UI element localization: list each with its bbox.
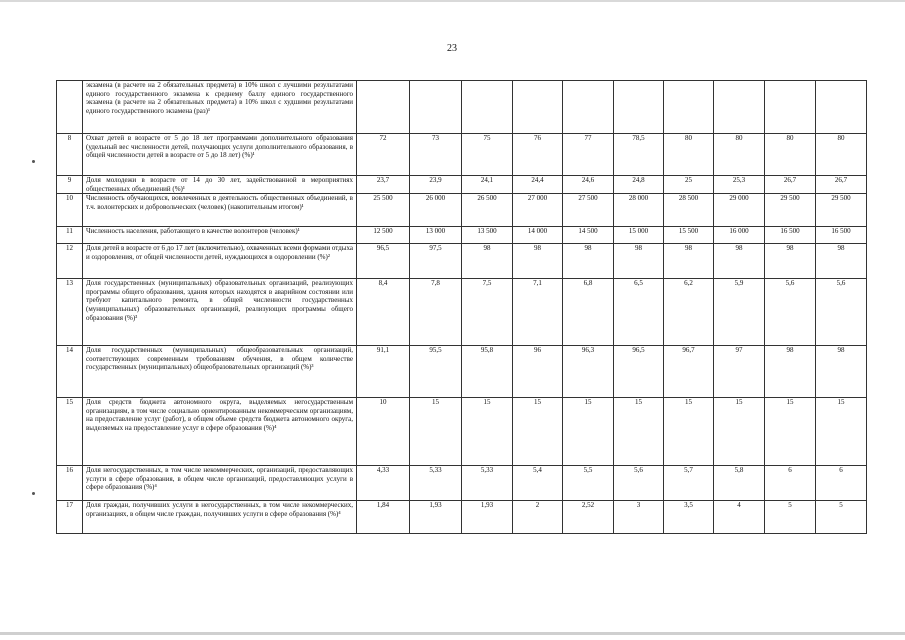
indicator-value: 5,6	[614, 466, 664, 501]
indicator-value: 6,2	[664, 279, 714, 346]
indicator-value: 2	[513, 501, 563, 534]
row-number: 16	[57, 466, 83, 501]
indicator-value	[410, 81, 462, 134]
indicator-value: 15 000	[614, 227, 664, 244]
indicator-value: 15	[816, 398, 867, 466]
indicator-value: 5,7	[664, 466, 714, 501]
indicator-value: 80	[714, 134, 765, 176]
indicator-value: 73	[410, 134, 462, 176]
indicator-value: 26,7	[816, 176, 867, 194]
scan-speck	[32, 160, 35, 163]
indicator-value: 98	[513, 244, 563, 279]
indicator-description: Численность населения, работающего в качестве волонтеров (человек)¹	[83, 227, 357, 244]
indicator-value: 15	[765, 398, 816, 466]
row-number: 14	[57, 346, 83, 398]
indicator-value: 15	[462, 398, 513, 466]
indicator-value: 13 500	[462, 227, 513, 244]
row-number: 13	[57, 279, 83, 346]
indicator-description: Доля детей в возрасте от 6 до 17 лет (включительно), охваченных всеми формами отдыха и оздоровления, от общей численности детей, нуждающихся в оздоровлении (%)²	[83, 244, 357, 279]
indicator-value: 28 500	[664, 194, 714, 227]
table-row	[57, 134, 867, 176]
table-row	[57, 501, 867, 534]
indicator-value: 5,33	[462, 466, 513, 501]
indicator-value: 29 000	[714, 194, 765, 227]
indicator-value: 77	[563, 134, 614, 176]
indicator-value	[563, 81, 614, 134]
indicator-value: 28 000	[614, 194, 664, 227]
indicator-value: 23,9	[410, 176, 462, 194]
indicator-value: 4	[714, 501, 765, 534]
indicator-value: 98	[664, 244, 714, 279]
indicator-value	[664, 81, 714, 134]
indicator-value: 97	[714, 346, 765, 398]
indicator-value: 5,8	[714, 466, 765, 501]
indicator-value	[462, 81, 513, 134]
indicator-description: Доля молодежи в возрасте от 14 до 30 лет, задействованной в мероприятиях общественных объединений (%)¹	[83, 176, 357, 194]
indicator-value: 5,4	[513, 466, 563, 501]
indicator-value: 98	[563, 244, 614, 279]
indicator-value: 15	[513, 398, 563, 466]
indicator-value: 15	[714, 398, 765, 466]
indicator-value: 95,5	[410, 346, 462, 398]
indicator-value: 26 500	[462, 194, 513, 227]
indicator-value: 7,1	[513, 279, 563, 346]
indicator-description: экзамена (в расчете на 2 обязательных предмета) в 10% школ с лучшими результатами единого государственного экзамена к среднему баллу единого государственного экзамена (в расчете на 2 обязательных предмета) в 10% школ с худшими результатами единого государственного экзамена (раз)¹	[83, 81, 357, 134]
indicator-value: 4,33	[357, 466, 410, 501]
indicator-value: 15	[664, 398, 714, 466]
indicator-value: 80	[816, 134, 867, 176]
indicator-value: 27 000	[513, 194, 563, 227]
indicator-value: 15	[563, 398, 614, 466]
indicator-value: 27 500	[563, 194, 614, 227]
table-row	[57, 346, 867, 398]
indicator-value: 13 000	[410, 227, 462, 244]
scan-top-edge	[0, 0, 905, 2]
indicator-value: 76	[513, 134, 563, 176]
indicator-value: 24,4	[513, 176, 563, 194]
table-row	[57, 398, 867, 466]
indicator-value: 1,84	[357, 501, 410, 534]
indicator-value: 98	[462, 244, 513, 279]
indicator-value: 78,5	[614, 134, 664, 176]
indicator-value: 12 500	[357, 227, 410, 244]
row-number: 11	[57, 227, 83, 244]
table-body	[57, 81, 867, 534]
indicator-value: 97,5	[410, 244, 462, 279]
indicator-value: 24,8	[614, 176, 664, 194]
indicator-value: 14 000	[513, 227, 563, 244]
table-row	[57, 279, 867, 346]
indicator-value: 26 000	[410, 194, 462, 227]
indicator-value	[765, 81, 816, 134]
indicator-description: Доля средств бюджета автономного округа, выделяемых негосударственным организациям, в том числе социально ориентированным некоммерческим организациям, на предоставление услуг (работ), в общем объеме средств бюджета автономного округа, выделяемых на предоставление услуг в сфере образования (%)⁴	[83, 398, 357, 466]
indicator-value: 5,6	[816, 279, 867, 346]
indicator-value: 15	[410, 398, 462, 466]
indicator-value: 15 500	[664, 227, 714, 244]
indicator-value: 26,7	[765, 176, 816, 194]
indicator-value: 80	[765, 134, 816, 176]
table-row	[57, 81, 867, 134]
indicator-value: 25 500	[357, 194, 410, 227]
indicator-value: 96,5	[614, 346, 664, 398]
table-row	[57, 194, 867, 227]
indicator-value: 5,6	[765, 279, 816, 346]
indicator-value: 16 500	[816, 227, 867, 244]
indicator-value: 5,33	[410, 466, 462, 501]
indicator-value: 6,8	[563, 279, 614, 346]
indicator-value: 7,8	[410, 279, 462, 346]
scan-bottom-edge	[0, 632, 905, 635]
table-row	[57, 466, 867, 501]
indicator-value: 5,9	[714, 279, 765, 346]
indicator-value	[357, 81, 410, 134]
indicator-value: 3	[614, 501, 664, 534]
indicator-value: 24,1	[462, 176, 513, 194]
indicator-value: 3,5	[664, 501, 714, 534]
indicator-description: Охват детей в возрасте от 5 до 18 лет программами дополнительного образования (удельный вес численности детей, получающих услуги дополнительного образования, в общей численности детей в возрасте от 5 до 18 лет) (%)¹	[83, 134, 357, 176]
indicator-value: 80	[664, 134, 714, 176]
indicator-value: 98	[765, 346, 816, 398]
row-number: 15	[57, 398, 83, 466]
indicator-value	[714, 81, 765, 134]
indicator-value: 98	[816, 244, 867, 279]
indicator-value: 2,52	[563, 501, 614, 534]
indicator-value: 91,1	[357, 346, 410, 398]
indicator-value: 98	[614, 244, 664, 279]
row-number: 17	[57, 501, 83, 534]
indicator-description: Доля негосударственных, в том числе некоммерческих, организаций, предоставляющих услуги в сфере образования, в общем числе организаций, предоставляющих услуги в сфере образования (%)⁴	[83, 466, 357, 501]
indicator-value: 23,7	[357, 176, 410, 194]
indicator-description: Доля государственных (муниципальных) общеобразовательных организаций, соответствующих современным требованиям обучения, в общем количестве государственных (муниципальных) общеобразовательных организаций (%)³	[83, 346, 357, 398]
table-row	[57, 176, 867, 194]
indicator-value: 5	[765, 501, 816, 534]
indicator-value: 7,5	[462, 279, 513, 346]
indicator-value	[614, 81, 664, 134]
indicator-value: 6	[765, 466, 816, 501]
indicator-value: 96,5	[357, 244, 410, 279]
indicator-value: 6	[816, 466, 867, 501]
table-row	[57, 244, 867, 279]
indicator-value: 25,3	[714, 176, 765, 194]
indicator-value: 98	[714, 244, 765, 279]
indicator-value: 72	[357, 134, 410, 176]
indicator-value: 6,5	[614, 279, 664, 346]
indicator-value: 75	[462, 134, 513, 176]
indicator-value: 98	[765, 244, 816, 279]
scan-speck	[32, 492, 35, 495]
row-number: 9	[57, 176, 83, 194]
indicator-value: 96	[513, 346, 563, 398]
indicator-description: Доля государственных (муниципальных) образовательных организаций, реализующих программы общего образования, здания которых находятся в аварийном состоянии или требуют капитального ремонта, в общей численности государственных (муниципальных) образовательных организаций, реализующих программы общего образования (%)³	[83, 279, 357, 346]
indicator-value: 5	[816, 501, 867, 534]
indicator-value: 24,6	[563, 176, 614, 194]
indicator-value: 29 500	[816, 194, 867, 227]
indicators-table	[56, 80, 867, 534]
page-number: 23	[447, 43, 457, 54]
indicator-value: 1,93	[462, 501, 513, 534]
row-number	[57, 81, 83, 134]
table-row	[57, 227, 867, 244]
indicator-description: Численность обучающихся, вовлеченных в деятельность общественных объединений, в т.ч. волонтерских и добровольческих (человек) (накопительным итогом)¹	[83, 194, 357, 227]
indicator-value: 29 500	[765, 194, 816, 227]
indicator-value: 96,3	[563, 346, 614, 398]
indicator-value: 1,93	[410, 501, 462, 534]
indicator-value: 5,5	[563, 466, 614, 501]
indicator-value: 15	[614, 398, 664, 466]
indicator-value: 25	[664, 176, 714, 194]
row-number: 12	[57, 244, 83, 279]
indicator-description: Доля граждан, получивших услуги в негосударственных, в том числе некоммерческих, организациях, в общем числе граждан, получивших услуги в сфере образования (%)⁴	[83, 501, 357, 534]
indicator-value: 16 000	[714, 227, 765, 244]
indicator-value: 14 500	[563, 227, 614, 244]
indicator-value: 8,4	[357, 279, 410, 346]
row-number: 8	[57, 134, 83, 176]
indicator-value: 96,7	[664, 346, 714, 398]
indicator-value: 98	[816, 346, 867, 398]
indicator-value: 10	[357, 398, 410, 466]
indicator-value: 16 500	[765, 227, 816, 244]
indicator-value	[513, 81, 563, 134]
indicator-value	[816, 81, 867, 134]
row-number: 10	[57, 194, 83, 227]
indicator-value: 95,8	[462, 346, 513, 398]
